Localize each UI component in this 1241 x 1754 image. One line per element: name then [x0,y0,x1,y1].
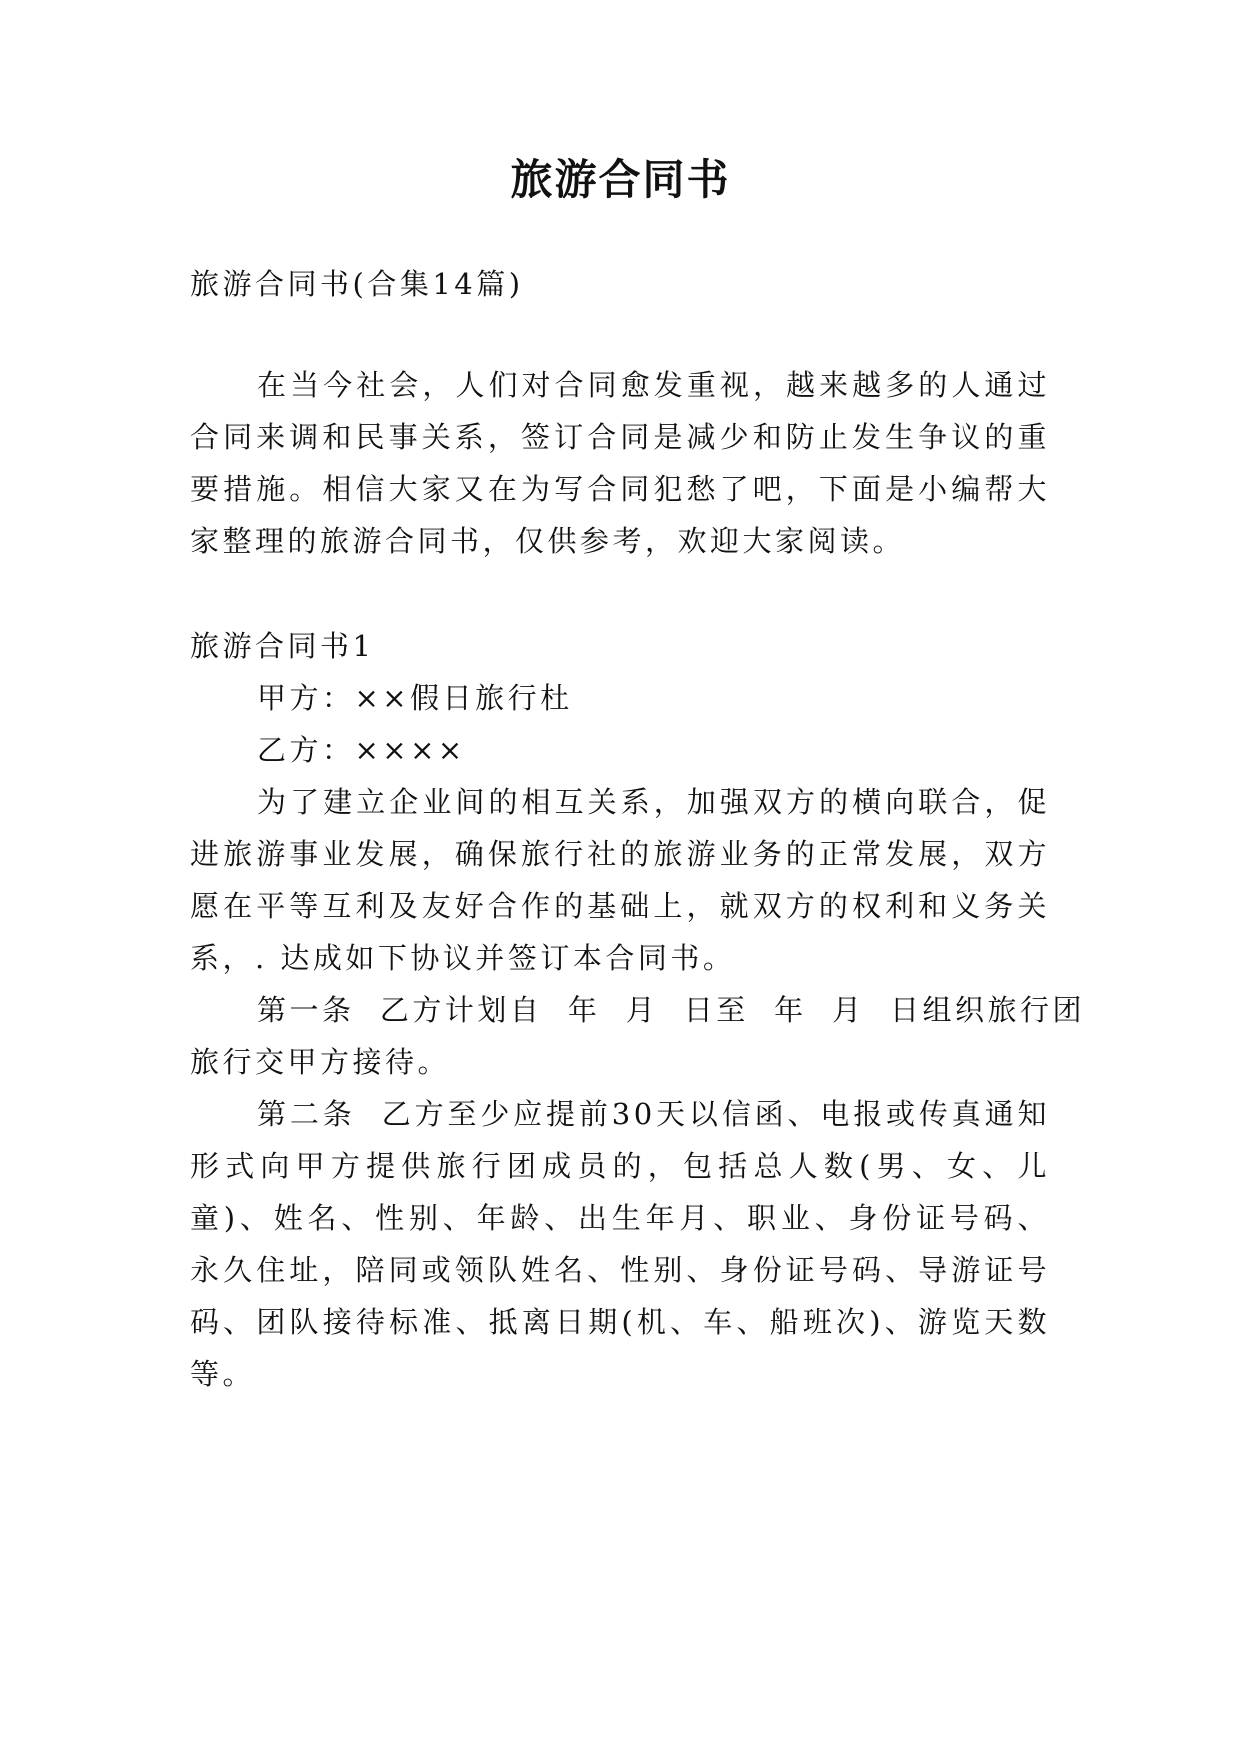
party-b: 乙方：×××× [257,733,466,767]
purpose-line: 系，. 达成如下协议并签订本合同书。 [190,941,736,975]
article2-line: 童)、姓名、性别、年龄、出生年月、职业、身份证号码、 [190,1201,1050,1235]
article2-line: 永久住址，陪同或领队姓名、性别、身份证号码、导游证号 [190,1253,1050,1287]
document-subtitle: 旅游合同书(合集14篇) [190,267,524,301]
article1-line: 旅行交甲方接待。 [190,1045,451,1079]
article2-line: 形式向甲方提供旅行团成员的，包括总人数(男、女、儿 [190,1149,1050,1183]
article1-line: 第一条 乙方计划自 年 月 日至 年 月 日组织旅行团 [257,993,1086,1027]
intro-line: 要措施。相信大家又在为写合同犯愁了吧，下面是小编帮大 [190,472,1050,506]
intro-line: 家整理的旅游合同书，仅供参考，欢迎大家阅读。 [190,524,906,558]
document-title: 旅游合同书 [510,155,731,204]
purpose-line: 为了建立企业间的相互关系，加强双方的横向联合，促 [257,785,1050,819]
section-heading: 旅游合同书1 [190,629,375,663]
intro-line: 在当今社会，人们对合同愈发重视，越来越多的人通过 [257,368,1050,402]
purpose-line: 愿在平等互利及友好合作的基础上，就双方的权利和义务关 [190,889,1050,923]
article2-line: 等。 [190,1357,256,1391]
purpose-line: 进旅游事业发展，确保旅行社的旅游业务的正常发展，双方 [190,837,1050,871]
article2-line: 码、团队接待标准、抵离日期(机、车、船班次)、游览天数 [190,1305,1050,1339]
party-a: 甲方：××假日旅行杜 [257,681,573,715]
intro-line: 合同来调和民事关系，签订合同是减少和防止发生争议的重 [190,420,1050,454]
article2-line: 第二条 乙方至少应提前30天以信函、电报或传真通知 [257,1097,1050,1131]
